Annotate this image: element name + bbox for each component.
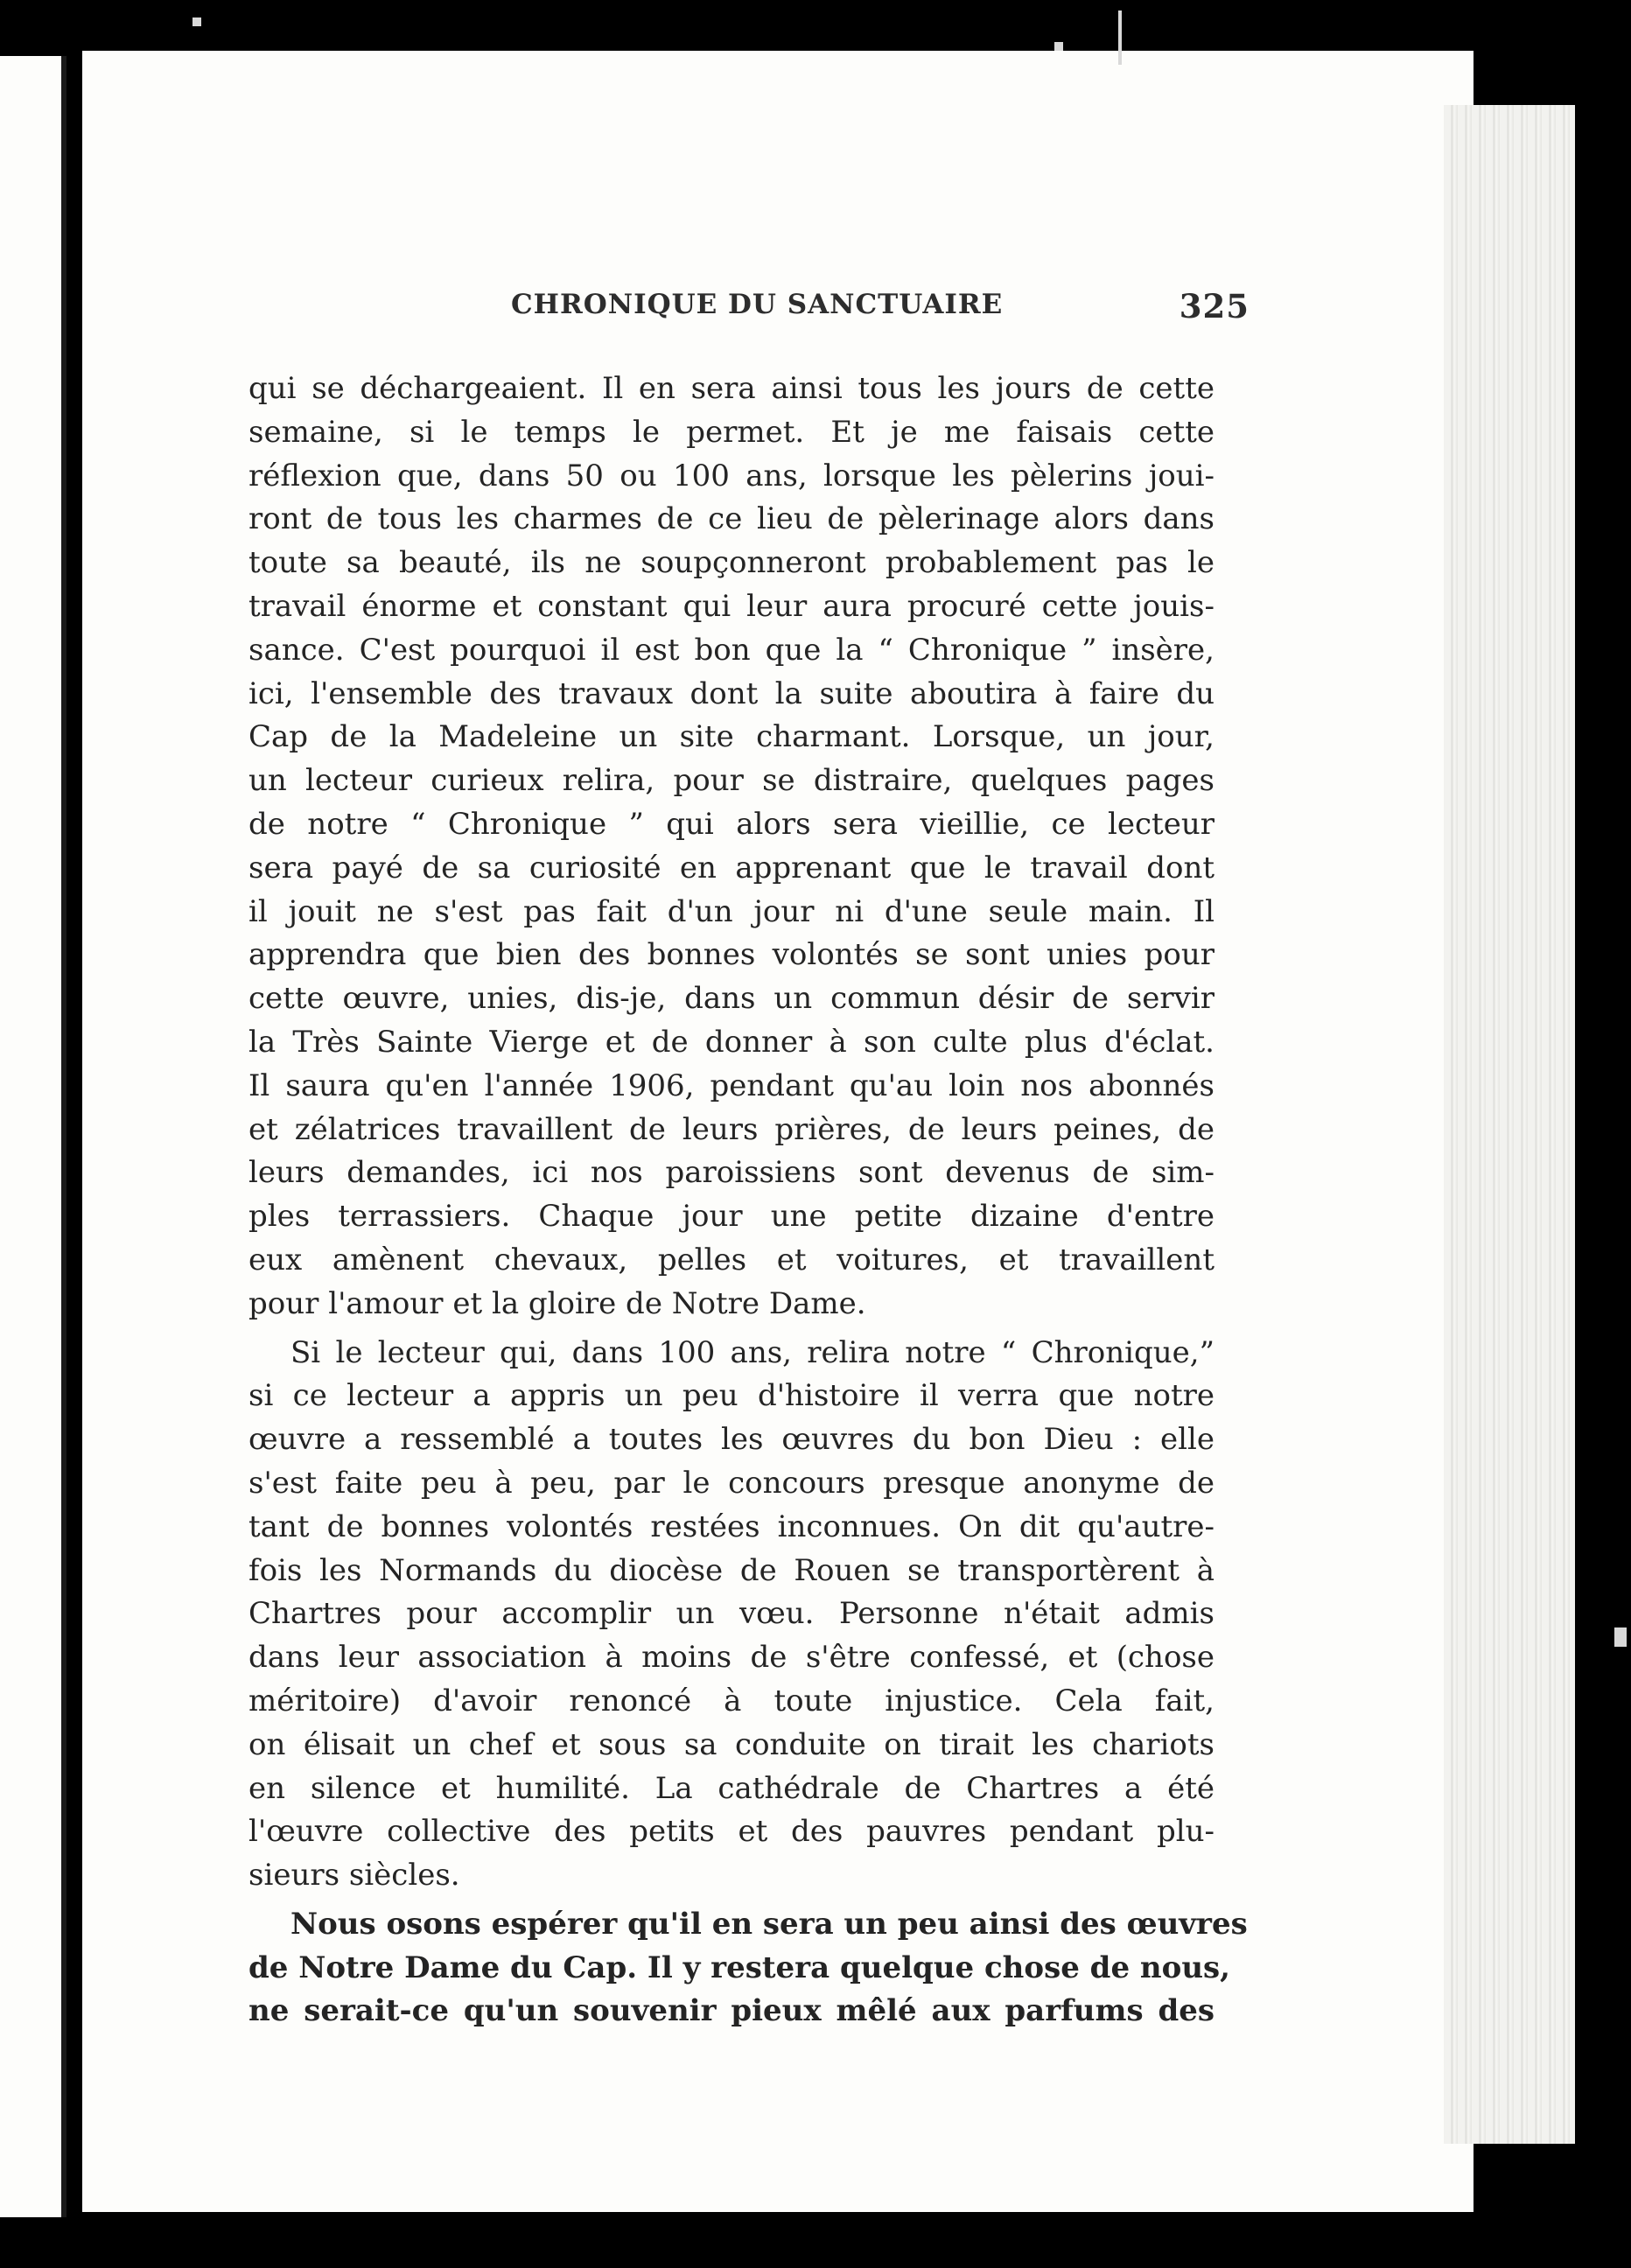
page-number: 325 — [1179, 287, 1250, 326]
text-line: de Notre Dame du Cap. Il y restera quelque chose de nous, — [248, 1950, 1231, 1985]
text-line: dans leur association à moins de s'être confessé, et (chose — [248, 1640, 1214, 1676]
text-line: un lecteur curieux relira, pour se distraire, quelques pages — [248, 763, 1214, 799]
text-line: sance. C'est pourquoi il est bon que la “ Chronique ” insère, — [248, 632, 1214, 668]
page-edges — [1444, 105, 1575, 2144]
text-line: Il saura qu'en l'année 1906, pendant qu'au loin nos abonnés — [248, 1068, 1214, 1103]
scan-speck — [1118, 10, 1122, 65]
body-text — [248, 368, 1248, 2034]
text-line: tant de bonnes volontés restées inconnues. On dit qu'autre- — [248, 1508, 1214, 1544]
text-line: il jouit ne s'est pas fait d'un jour ni d'une seule main. Il — [248, 893, 1214, 929]
scan-speck — [1054, 42, 1063, 51]
text-line: sera payé de sa curiosité en apprenant que le travail dont — [248, 850, 1214, 886]
text-line: pour l'amour et la gloire de Notre Dame. — [248, 1285, 866, 1321]
text-line: semaine, si le temps le permet. Et je me faisais cette — [248, 414, 1214, 450]
scan-speck — [1614, 1628, 1627, 1647]
running-head — [511, 289, 1250, 332]
text-line: ront de tous les charmes de ce lieu de pèlerinage alors dans — [248, 501, 1214, 537]
text-line: qui se déchargeaient. Il en sera ainsi tous les jours de cette — [248, 371, 1214, 406]
text-line: réflexion que, dans 50 ou 100 ans, lorsque les pèlerins joui- — [248, 458, 1214, 494]
text-line: s'est faite peu à peu, par le concours presque anonyme de — [248, 1465, 1214, 1501]
text-line: Cap de la Madeleine un site charmant. Lorsque, un jour, — [248, 719, 1214, 755]
text-line: de notre “ Chronique ” qui alors sera vieillie, ce lecteur — [248, 806, 1214, 842]
text-line: fois les Normands du diocèse de Rouen se transportèrent à — [248, 1552, 1214, 1588]
text-line: ne serait-ce qu'un souvenir pieux mêlé aux parfums des — [248, 1993, 1214, 2029]
text-line: en silence et humilité. La cathédrale de Chartres a été — [248, 1770, 1214, 1806]
text-line: travail énorme et constant qui leur aura procuré cette jouis- — [248, 588, 1214, 624]
running-title: CHRONIQUE DU SANCTUAIRE — [511, 289, 1004, 320]
text-line: ples terrassiers. Chaque jour une petite dizaine d'entre — [248, 1199, 1214, 1235]
facing-page-edge — [0, 56, 66, 2217]
text-line: cette œuvre, unies, dis-je, dans un commun désir de servir — [248, 981, 1214, 1017]
text-line: l'œuvre collective des petits et des pauvres pendant plu- — [248, 1814, 1214, 1850]
text-line: et zélatrices travaillent de leurs prières, de leurs peines, de — [248, 1111, 1214, 1147]
text-line: méritoire) d'avoir renoncé à toute injustice. Cela fait, — [248, 1683, 1214, 1718]
paragraph-3 — [248, 1903, 1248, 2034]
text-line: sieurs siècles. — [248, 1858, 460, 1894]
text-line: Si le lecteur qui, dans 100 ans, relira notre “ Chronique,” — [290, 1334, 1214, 1370]
text-line: la Très Sainte Vierge et de donner à son culte plus d'éclat. — [248, 1024, 1214, 1060]
text-line: leurs demandes, ici nos paroissiens sont devenus de sim- — [248, 1155, 1214, 1191]
text-line: on élisait un chef et sous sa conduite on tirait les chariots — [248, 1726, 1214, 1762]
text-line: si ce lecteur a appris un peu d'histoire il verra que notre — [248, 1378, 1214, 1414]
text-line: ici, l'ensemble des travaux dont la suite aboutira à faire du — [248, 676, 1214, 711]
text-line: eux amènent chevaux, pelles et voitures, et travaillent — [248, 1242, 1214, 1278]
paragraph-2 — [248, 1332, 1214, 1898]
text-line: apprendra que bien des bonnes volontés se sont unies pour — [248, 937, 1214, 973]
text-line: Nous osons espérer qu'il en sera un peu ainsi des œuvres — [290, 1906, 1248, 1942]
text-line: œuvre a ressemblé a toutes les œuvres du bon Dieu : elle — [248, 1422, 1214, 1458]
text-line: Chartres pour accomplir un vœu. Personne n'était admis — [248, 1596, 1214, 1632]
scan-speck — [192, 18, 201, 26]
paragraph-1 — [248, 368, 1214, 1326]
text-line: toute sa beauté, ils ne soupçonneront probablement pas le — [248, 545, 1214, 581]
